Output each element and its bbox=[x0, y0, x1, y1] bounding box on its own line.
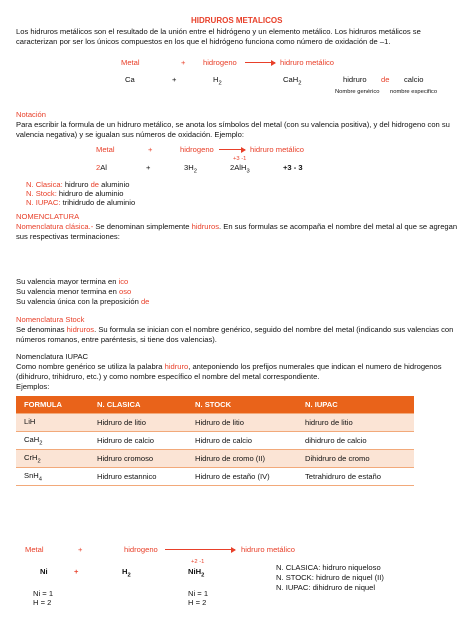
eq3-name-stock: N. STOCK: hidruro de niquel (II) bbox=[276, 573, 384, 582]
table-row bbox=[16, 414, 414, 432]
eq1-name-de: de bbox=[381, 75, 390, 84]
eq1-cah2: CaH$_2$ bbox=[283, 75, 302, 87]
valencia-menor: Su valencia menor termina en oso bbox=[16, 287, 132, 296]
notacion-paragraph: Para escribir la formula de un hidruro metálico, se anota los símbolos del metal (con su valencia positiva), y del hidrogeno con su valencia negativa) y se igualan sus números de oxidación. Ejemplo: bbox=[16, 120, 450, 139]
formula-cell: LiH bbox=[16, 414, 89, 432]
eq3-h2: $H_2$ bbox=[122, 567, 131, 579]
eq2-arrow bbox=[219, 149, 245, 150]
eq2-oxidation-top: +3 -1 bbox=[233, 156, 247, 162]
stock-heading: Nomenclatura Stock bbox=[16, 315, 85, 324]
page-title: HIDRUROS METALICOS bbox=[191, 16, 283, 25]
nomenclature-table bbox=[16, 396, 414, 486]
table-row bbox=[16, 468, 414, 486]
formula-cell: CaH$_2$ bbox=[16, 432, 89, 450]
clasica-cell: Hidruro estannico bbox=[89, 468, 187, 486]
eq2-name-clasica: N. Clasica: hidruro de aluminio bbox=[26, 180, 130, 189]
iupac-paragraph: Como nombre genérico se utiliza la palabra hidruro, anteponiendo los prefijos numerales que indican el numero de hidrogenos (dihidruro, trihidruro, etc.) y como nombre específico el nombre del metal correspondiente. bbox=[16, 362, 442, 381]
eq2-plus-label: + bbox=[148, 145, 153, 154]
eq2-oxidation-right: +3 - 3 bbox=[283, 163, 303, 172]
eq1-label-specific: nombre especifico bbox=[390, 89, 438, 95]
clasica-cell: Hidruro cromoso bbox=[89, 450, 187, 468]
eq2-3h2: $3H_2$ bbox=[184, 163, 197, 175]
formula-cell: SnH$_4$ bbox=[16, 468, 89, 486]
eq1-name-hidruro: hidruro bbox=[343, 75, 367, 84]
iupac-cell: Dihidruro de cromo bbox=[297, 450, 414, 468]
eq2-plus: + bbox=[146, 163, 151, 172]
valencia-unica: Su valencia única con la preposición de bbox=[16, 297, 150, 306]
eq3-plus: + bbox=[74, 567, 79, 576]
notacion-heading: Notación bbox=[16, 110, 46, 119]
eq3-nih2: NiH$_2$ bbox=[188, 567, 205, 579]
eq2-metal-label: Metal bbox=[96, 145, 115, 154]
eq3-hidrogeno-label: hidrogeno bbox=[124, 545, 158, 554]
eq3-ni: Ni bbox=[40, 567, 48, 576]
eq3-valence-h-left: H = 2 bbox=[33, 598, 52, 607]
eq1-plus: + bbox=[172, 75, 177, 84]
eq2-name-stock: N. Stock: hidruro de aluminio bbox=[26, 189, 124, 198]
stock-cell: Hidruro de estaño (IV) bbox=[187, 468, 297, 486]
eq3-valence-ni-left: Ni = 1 bbox=[33, 589, 54, 598]
eq3-product-label: hidruro metálico bbox=[241, 545, 296, 554]
eq1-name-calcio: calcio bbox=[404, 75, 424, 84]
table-header-clasica: N. CLASICA bbox=[89, 396, 187, 414]
eq3-name-iupac: N. IUPAC: dihidruro de niquel bbox=[276, 583, 376, 592]
eq2-name-iupac: N. IUPAC: trihidrudo de aluminio bbox=[26, 198, 136, 207]
valencia-mayor: Su valencia mayor termina en ico bbox=[16, 277, 129, 286]
eq3-plus-label: + bbox=[78, 545, 83, 554]
eq1-metal-label: Metal bbox=[121, 58, 140, 67]
eq3-valence-ni-right: Ni = 1 bbox=[188, 589, 209, 598]
table-header-row bbox=[16, 396, 414, 414]
table-header-formula: FORMULA bbox=[16, 396, 89, 414]
clasica-cell: Hidruro de calcio bbox=[89, 432, 187, 450]
eq2-2alh3: 2AlH$_3$ bbox=[230, 163, 250, 175]
eq2-product-label: hidruro metálico bbox=[250, 145, 305, 154]
eq1-arrow bbox=[245, 62, 275, 63]
eq3-valence-h-right: H = 2 bbox=[188, 598, 207, 607]
table-row bbox=[16, 432, 414, 450]
iupac-cell: dihidruro de calcio bbox=[297, 432, 414, 450]
eq1-hidrogeno-label: hidrogeno bbox=[203, 58, 237, 67]
eq3-arrow bbox=[165, 549, 235, 550]
formula-cell: CrH$_2$ bbox=[16, 450, 89, 468]
table-header-iupac: N. IUPAC bbox=[297, 396, 414, 414]
nomenclatura-clasica-paragraph: Nomenclatura clásica.- Se denominan simplemente hidruros. En sus formulas se acompaña el nombre del metal al que se agregan sus respectivas terminaciones: bbox=[16, 222, 458, 241]
eq1-ca: Ca bbox=[125, 75, 135, 84]
nomenclatura-heading: NOMENCLATURA bbox=[16, 212, 80, 221]
eq2-hidrogeno-label: hidrogeno bbox=[180, 145, 214, 154]
eq1-product-label: hidruro metálico bbox=[280, 58, 335, 67]
iupac-cell: hidruro de litio bbox=[297, 414, 414, 432]
eq1-label-generic: Nombre genérico bbox=[335, 89, 380, 95]
intro-paragraph: Los hidruros metálicos son el resultado de la unión entre el hidrógeno y un elemento metálico. Los hidruros metálicos se caracterizan por ser los únicos compuestos en los que el hidrógeno funciona como número de oxidación de –1. bbox=[16, 27, 421, 46]
table-row bbox=[16, 450, 414, 468]
eq3-metal-label: Metal bbox=[25, 545, 44, 554]
stock-cell: Hidruro de cromo (II) bbox=[187, 450, 297, 468]
table-header-stock: N. STOCK bbox=[187, 396, 297, 414]
stock-paragraph: Se denominas hidruros. Su formula se inician con el nombre genérico, seguido del nombre del metal (indicando sus valencias con números romanos, entre paréntesis, si tiene dos valencias). bbox=[16, 325, 454, 344]
stock-cell: Hidruro de litio bbox=[187, 414, 297, 432]
ejemplos-label: Ejemplos: bbox=[16, 382, 50, 391]
eq2-2al: 2Al bbox=[96, 163, 107, 172]
iupac-cell: Tetrahidruro de estaño bbox=[297, 468, 414, 486]
eq1-plus-label: + bbox=[181, 58, 186, 67]
eq3-name-clasica: N. CLASICA: hidruro niqueloso bbox=[276, 563, 381, 572]
stock-cell: Hidruro de calcio bbox=[187, 432, 297, 450]
clasica-cell: Hidruro de litio bbox=[89, 414, 187, 432]
eq1-h2: $H_2$ bbox=[213, 75, 222, 87]
eq3-oxidation-top: +2 -1 bbox=[191, 559, 205, 565]
iupac-heading: Nomenclatura IUPAC bbox=[16, 352, 89, 361]
